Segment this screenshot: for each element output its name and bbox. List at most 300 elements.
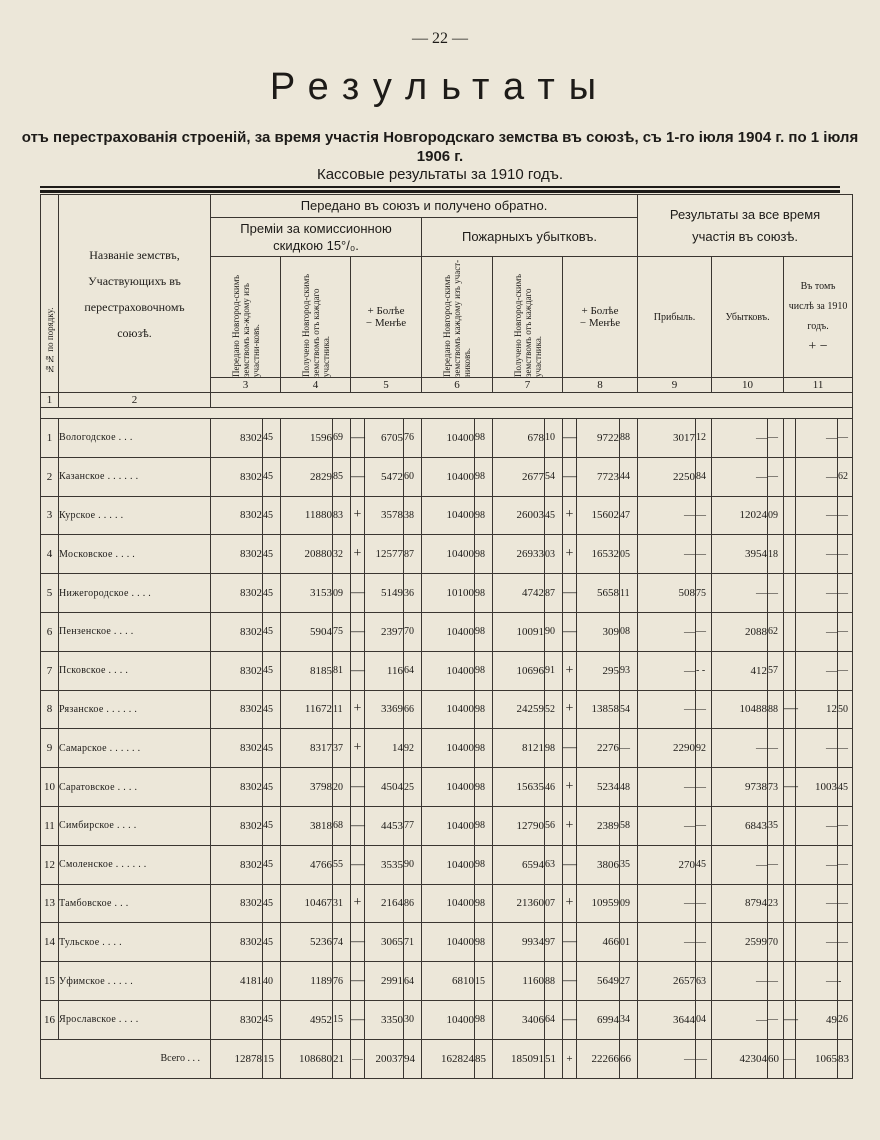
cell-c7: 10696 xyxy=(493,651,545,690)
cell-c6k: 98 xyxy=(475,419,493,458)
cell-s8: + xyxy=(563,768,577,807)
cell-name: Псковское . . . . xyxy=(59,651,211,690)
header-c7: Получено Новгород-скимъ земствомъ отъ каждаго участника. xyxy=(493,257,563,378)
cell-c6k: 98 xyxy=(475,690,493,729)
cell-s5: — xyxy=(351,574,365,613)
cell-s11: — xyxy=(784,690,796,729)
cell-name: Саратовское . . . . xyxy=(59,768,211,807)
cell-c7: 6594 xyxy=(493,845,545,884)
total-c3k: 15 xyxy=(263,1039,281,1078)
colnum-1: 1 xyxy=(41,393,59,408)
cell-c6: 10400 xyxy=(422,419,475,458)
cell-c11k: — xyxy=(838,651,853,690)
total-c7k: 51 xyxy=(545,1039,563,1078)
cell-c3: 8302 xyxy=(211,845,263,884)
cell-c9k: 04 xyxy=(696,1000,712,1039)
cell-c10k: 88 xyxy=(768,690,784,729)
colnum-2: 2 xyxy=(59,393,211,408)
cell-c4k: 68 xyxy=(333,806,351,845)
cell-c9k: — xyxy=(696,923,712,962)
cell-c6k: 98 xyxy=(475,923,493,962)
cell-c6: 10400 xyxy=(422,457,475,496)
cell-c8k: 35 xyxy=(620,845,638,884)
cell-c10k: — xyxy=(768,1000,784,1039)
cell-c6k: 98 xyxy=(475,845,493,884)
cell-c7: 1160 xyxy=(493,962,545,1001)
cell-c3: 8302 xyxy=(211,729,263,768)
cell-s11 xyxy=(784,845,796,884)
cell-c7: 8121 xyxy=(493,729,545,768)
cell-c8k: 11 xyxy=(620,574,638,613)
cell-c3k: 45 xyxy=(263,768,281,807)
cell-c3: 4181 xyxy=(211,962,263,1001)
cell-c4: 11672 xyxy=(281,690,333,729)
cell-c8: 9722 xyxy=(577,419,620,458)
cell-c10k: 73 xyxy=(768,768,784,807)
cell-c5k: 38 xyxy=(404,496,422,535)
cell-name: Нижегородское . . . . xyxy=(59,574,211,613)
cell-c4k: 37 xyxy=(333,729,351,768)
cell-c4k: 31 xyxy=(333,884,351,923)
cell-c11: — xyxy=(796,535,838,574)
colnum-spacer xyxy=(211,393,853,408)
cell-c7k: 03 xyxy=(545,535,563,574)
cell-s11 xyxy=(784,574,796,613)
cell-c10: 8794 xyxy=(712,884,768,923)
cell-c6: 10400 xyxy=(422,884,475,923)
cell-c10k: 35 xyxy=(768,806,784,845)
cell-c7: 21360 xyxy=(493,884,545,923)
cell-c8k: 05 xyxy=(620,535,638,574)
cell-c5k: 64 xyxy=(404,962,422,1001)
header-row-number: №№ по порядку. xyxy=(41,195,59,393)
cell-name: Смоленское . . . . . . xyxy=(59,845,211,884)
total-c10k: 60 xyxy=(768,1039,784,1078)
table-row xyxy=(41,651,853,690)
cell-s5: — xyxy=(351,419,365,458)
cell-s8: — xyxy=(563,729,577,768)
cell-c5: 5149 xyxy=(365,574,404,613)
cell-c8: 3806 xyxy=(577,845,620,884)
cell-c10k: 70 xyxy=(768,923,784,962)
cell-c5k: 77 xyxy=(404,806,422,845)
table-row xyxy=(41,535,853,574)
cell-c10k: 23 xyxy=(768,884,784,923)
colnum-9: 9 xyxy=(638,378,712,393)
cell-c11k: 45 xyxy=(838,768,853,807)
column-numbers-row-lead xyxy=(41,393,853,408)
cell-c3k: 45 xyxy=(263,535,281,574)
cell-c5: 3350 xyxy=(365,1000,404,1039)
cell-c4k: 15 xyxy=(333,1000,351,1039)
cell-s11: — xyxy=(784,768,796,807)
cell-c8k: 58 xyxy=(620,806,638,845)
cell-c8k: 09 xyxy=(620,884,638,923)
cell-c6k: 98 xyxy=(475,535,493,574)
cell-c5k: 36 xyxy=(404,574,422,613)
cell-c9: 3644 xyxy=(638,1000,696,1039)
cell-c4k: 83 xyxy=(333,496,351,535)
cell-c5k: 90 xyxy=(404,845,422,884)
cell-c7: 15635 xyxy=(493,768,545,807)
cell-c9: 2657 xyxy=(638,962,696,1001)
cell-s11 xyxy=(784,496,796,535)
cell-c5: 2164 xyxy=(365,884,404,923)
cell-c7k: 90 xyxy=(545,612,563,651)
table-body xyxy=(41,408,853,1079)
cell-c9k: — xyxy=(696,690,712,729)
cell-c7k: 52 xyxy=(545,690,563,729)
cell-c6: 10400 xyxy=(422,535,475,574)
cell-c3k: 45 xyxy=(263,651,281,690)
total-c5: 20037 xyxy=(365,1039,404,1078)
cell-c8k: 93 xyxy=(620,651,638,690)
header-c3: Передано Новгород-скимъ земствомъ ка-ждому изъ участни-ковъ. xyxy=(211,257,281,378)
cell-c11: — xyxy=(796,962,838,1001)
cell-c3k: 45 xyxy=(263,729,281,768)
cell-c11: — xyxy=(796,651,838,690)
cell-c5: 6705 xyxy=(365,419,404,458)
cell-c7k: 87 xyxy=(545,574,563,613)
cell-s8: + xyxy=(563,496,577,535)
cell-c7: 26933 xyxy=(493,535,545,574)
cell-c4: 3153 xyxy=(281,574,333,613)
cell-c8: 466 xyxy=(577,923,620,962)
cell-no: 13 xyxy=(41,884,59,923)
table-row xyxy=(41,419,853,458)
cell-c7k: 97 xyxy=(545,923,563,962)
cell-c8k: 01 xyxy=(620,923,638,962)
cell-c11k: 26 xyxy=(838,1000,853,1039)
cell-c7k: 46 xyxy=(545,768,563,807)
total-c6k: 85 xyxy=(475,1039,493,1078)
cell-s11 xyxy=(784,962,796,1001)
cell-c4k: 75 xyxy=(333,612,351,651)
cell-c6k: 98 xyxy=(475,884,493,923)
results-table xyxy=(40,194,853,1079)
cell-c6k: 98 xyxy=(475,574,493,613)
cell-name: Ярославское . . . . xyxy=(59,1000,211,1039)
cell-c9: 270 xyxy=(638,845,696,884)
cell-c9: — xyxy=(638,612,696,651)
cell-c3k: 45 xyxy=(263,457,281,496)
cell-c7: 12790 xyxy=(493,806,545,845)
header-c6: Передано Новгород-скимъ земствомъ каждому изъ участ-никовъ. xyxy=(422,257,493,378)
colnum-7: 7 xyxy=(493,378,563,393)
cell-c6: 10400 xyxy=(422,496,475,535)
cell-c9: — xyxy=(638,651,696,690)
cell-c9: 508 xyxy=(638,574,696,613)
cell-c8k: 54 xyxy=(620,690,638,729)
cell-c11k: — xyxy=(838,729,853,768)
cell-c7k: 91 xyxy=(545,651,563,690)
cell-c7k: 63 xyxy=(545,845,563,884)
table-row xyxy=(41,729,853,768)
cell-c3: 8302 xyxy=(211,612,263,651)
cell-s8: — xyxy=(563,612,577,651)
cell-c11: — xyxy=(796,419,838,458)
total-c8: 22266 xyxy=(577,1039,620,1078)
cell-s8: — xyxy=(563,923,577,962)
cell-c9k: 12 xyxy=(696,419,712,458)
cell-s5: — xyxy=(351,768,365,807)
cell-c8: 5234 xyxy=(577,768,620,807)
table-row xyxy=(41,923,853,962)
cell-s8: — xyxy=(563,574,577,613)
cell-s5: — xyxy=(351,457,365,496)
table-row xyxy=(41,845,853,884)
cell-s11 xyxy=(784,729,796,768)
header-c9: Прибыль. xyxy=(638,257,712,378)
cell-s11 xyxy=(784,419,796,458)
cell-s11 xyxy=(784,806,796,845)
cell-c5k: 76 xyxy=(404,419,422,458)
cell-c4k: 74 xyxy=(333,923,351,962)
cell-c6k: 98 xyxy=(475,1000,493,1039)
cell-no: 1 xyxy=(41,419,59,458)
cell-c5: 5472 xyxy=(365,457,404,496)
cell-c8k: 48 xyxy=(620,768,638,807)
cell-c11: — xyxy=(796,574,838,613)
cell-c3: 8302 xyxy=(211,690,263,729)
cell-c7: 2677 xyxy=(493,457,545,496)
cell-s11 xyxy=(784,457,796,496)
cell-s8: — xyxy=(563,845,577,884)
cell-c10: — xyxy=(712,729,768,768)
cell-c7: 9934 xyxy=(493,923,545,962)
spacer-row xyxy=(41,408,853,419)
cell-name: Тамбовское . . . xyxy=(59,884,211,923)
cell-c10: 12024 xyxy=(712,496,768,535)
header-group-results: Результаты за все время участія въ союзѣ. xyxy=(638,195,853,257)
cell-c8k: — xyxy=(620,729,638,768)
cell-s5: + xyxy=(351,690,365,729)
cell-c8: 16532 xyxy=(577,535,620,574)
cell-c10k: 18 xyxy=(768,535,784,574)
cell-s5: + xyxy=(351,884,365,923)
table-row xyxy=(41,457,853,496)
cell-c7: 4742 xyxy=(493,574,545,613)
total-c8k: 66 xyxy=(620,1039,638,1078)
cell-name: Рязанское . . . . . . xyxy=(59,690,211,729)
cell-c11: — xyxy=(796,845,838,884)
total-s8: + xyxy=(563,1039,577,1078)
cell-no: 11 xyxy=(41,806,59,845)
cell-c4: 8317 xyxy=(281,729,333,768)
cell-c5: 3578 xyxy=(365,496,404,535)
cell-c11k: — xyxy=(838,806,853,845)
cell-c3: 8302 xyxy=(211,884,263,923)
cell-name: Вологодское . . . xyxy=(59,419,211,458)
cell-c10: — xyxy=(712,962,768,1001)
cell-c6k: 98 xyxy=(475,651,493,690)
cell-c3: 8302 xyxy=(211,419,263,458)
cell-name: Московское . . . . xyxy=(59,535,211,574)
cell-c6: 10400 xyxy=(422,729,475,768)
cell-no: 4 xyxy=(41,535,59,574)
cell-c4: 11880 xyxy=(281,496,333,535)
total-c11k: 83 xyxy=(838,1039,853,1078)
cell-c8: 295 xyxy=(577,651,620,690)
cell-c3: 8302 xyxy=(211,457,263,496)
cell-c11: 1003 xyxy=(796,768,838,807)
header-c11: Въ томъ числѣ за 1910 годъ. + − xyxy=(784,257,853,378)
cell-c11k: — xyxy=(838,845,853,884)
cell-no: 7 xyxy=(41,651,59,690)
cell-c3k: 45 xyxy=(263,419,281,458)
cell-c9k: — xyxy=(696,612,712,651)
cell-c6: 10400 xyxy=(422,1000,475,1039)
cell-c3: 8302 xyxy=(211,496,263,535)
cell-c8: 6994 xyxy=(577,1000,620,1039)
cell-c8: 15602 xyxy=(577,496,620,535)
cell-c11k: — xyxy=(838,884,853,923)
cell-c9k: 92 xyxy=(696,729,712,768)
cell-s5: — xyxy=(351,923,365,962)
cell-c5k: 71 xyxy=(404,923,422,962)
total-s5: — xyxy=(351,1039,365,1078)
cell-s8: + xyxy=(563,806,577,845)
table-row xyxy=(41,690,853,729)
cell-c11k: — xyxy=(838,612,853,651)
cell-c7: 10091 xyxy=(493,612,545,651)
cell-c10k: — xyxy=(768,419,784,458)
cell-c10: — xyxy=(712,574,768,613)
cell-c8: 309 xyxy=(577,612,620,651)
cell-no: 14 xyxy=(41,923,59,962)
cell-c10: 412 xyxy=(712,651,768,690)
table-row xyxy=(41,962,853,1001)
cell-c11: — xyxy=(796,884,838,923)
cell-c9: 2250 xyxy=(638,457,696,496)
cell-c10: — xyxy=(712,1000,768,1039)
cell-name: Уфимское . . . . . xyxy=(59,962,211,1001)
cell-s11 xyxy=(784,923,796,962)
cell-s11: — xyxy=(784,1000,796,1039)
header-c8: + Болѣе − Менѣе xyxy=(563,257,638,378)
header-c5: + Болѣе − Менѣе xyxy=(351,257,422,378)
cell-c4: 8185 xyxy=(281,651,333,690)
cell-c8: 5658 xyxy=(577,574,620,613)
cell-s8: — xyxy=(563,1000,577,1039)
cell-c11k: — xyxy=(838,535,853,574)
cell-c9: — xyxy=(638,923,696,962)
cell-c4k: 20 xyxy=(333,768,351,807)
cell-s8: — xyxy=(563,962,577,1001)
cell-c4: 2829 xyxy=(281,457,333,496)
cell-name: Симбирское . . . . xyxy=(59,806,211,845)
cell-name: Пензенское . . . . xyxy=(59,612,211,651)
cell-c5k: 70 xyxy=(404,612,422,651)
cell-c9k: - - xyxy=(696,651,712,690)
cell-c7: 678 xyxy=(493,419,545,458)
cell-name: Курское . . . . . xyxy=(59,496,211,535)
cell-c11: — xyxy=(796,496,838,535)
cell-c9: 3017 xyxy=(638,419,696,458)
table-row xyxy=(41,884,853,923)
cell-c11: — xyxy=(796,806,838,845)
cell-c8: 2276 xyxy=(577,729,620,768)
cell-c11: 12 xyxy=(796,690,838,729)
cell-c7k: 56 xyxy=(545,806,563,845)
cell-c9: 2290 xyxy=(638,729,696,768)
cell-s5: — xyxy=(351,962,365,1001)
cell-c5: 2991 xyxy=(365,962,404,1001)
table-row xyxy=(41,1000,853,1039)
cell-c3k: 45 xyxy=(263,884,281,923)
cell-c11: — xyxy=(796,457,838,496)
page-subtitle-year: Кассовые результаты за 1910 годъ. xyxy=(316,166,564,183)
header-group-main: Передано въ союзъ и получено обратно. xyxy=(211,195,638,218)
cell-c3: 8302 xyxy=(211,535,263,574)
cell-c10k: — xyxy=(768,729,784,768)
cell-c8: 13858 xyxy=(577,690,620,729)
total-c4k: 21 xyxy=(333,1039,351,1078)
cell-s11 xyxy=(784,535,796,574)
total-c5k: 94 xyxy=(404,1039,422,1078)
cell-c9k: — xyxy=(696,806,712,845)
cell-c3k: 45 xyxy=(263,845,281,884)
cell-c7k: 10 xyxy=(545,419,563,458)
cell-c6k: 98 xyxy=(475,496,493,535)
cell-s11 xyxy=(784,612,796,651)
cell-name: Самарское . . . . . . xyxy=(59,729,211,768)
cell-s5: — xyxy=(351,845,365,884)
rule-line-thick xyxy=(40,190,840,193)
cell-c4: 5904 xyxy=(281,612,333,651)
table-row xyxy=(41,806,853,845)
cell-c5: 2397 xyxy=(365,612,404,651)
table-row xyxy=(41,768,853,807)
table-row xyxy=(41,574,853,613)
cell-s8: + xyxy=(563,884,577,923)
cell-c8k: 88 xyxy=(620,419,638,458)
header-c4: Получено Новгород-скимъ земствомъ отъ каждаго участника. xyxy=(281,257,351,378)
cell-c7k: 64 xyxy=(545,1000,563,1039)
cell-s5: + xyxy=(351,729,365,768)
cell-c11k: - xyxy=(838,962,853,1001)
colnum-3: 3 xyxy=(211,378,281,393)
cell-c3: 8302 xyxy=(211,1000,263,1039)
cell-s11 xyxy=(784,651,796,690)
header-c10: Убытковъ. xyxy=(712,257,784,378)
cell-c7k: 98 xyxy=(545,729,563,768)
cell-c7k: 45 xyxy=(545,496,563,535)
cell-c4: 1189 xyxy=(281,962,333,1001)
cell-s11 xyxy=(784,884,796,923)
cell-c5k: 87 xyxy=(404,535,422,574)
cell-c8k: 47 xyxy=(620,496,638,535)
cell-c10k: — xyxy=(768,457,784,496)
cell-c10k: 62 xyxy=(768,612,784,651)
cell-c5k: 66 xyxy=(404,690,422,729)
cell-c10k: — xyxy=(768,574,784,613)
cell-no: 3 xyxy=(41,496,59,535)
cell-c5: 12577 xyxy=(365,535,404,574)
cell-c8: 2389 xyxy=(577,806,620,845)
cell-c9k: — xyxy=(696,884,712,923)
cell-c10k: — xyxy=(768,845,784,884)
total-s11: — xyxy=(784,1039,796,1078)
cell-c9: — xyxy=(638,535,696,574)
page-number: — 22 — xyxy=(412,30,468,47)
cell-c5: 4504 xyxy=(365,768,404,807)
cell-s5: — xyxy=(351,651,365,690)
cell-c9: — xyxy=(638,768,696,807)
cell-c9k: 63 xyxy=(696,962,712,1001)
cell-c10: 9738 xyxy=(712,768,768,807)
cell-s8: + xyxy=(563,651,577,690)
